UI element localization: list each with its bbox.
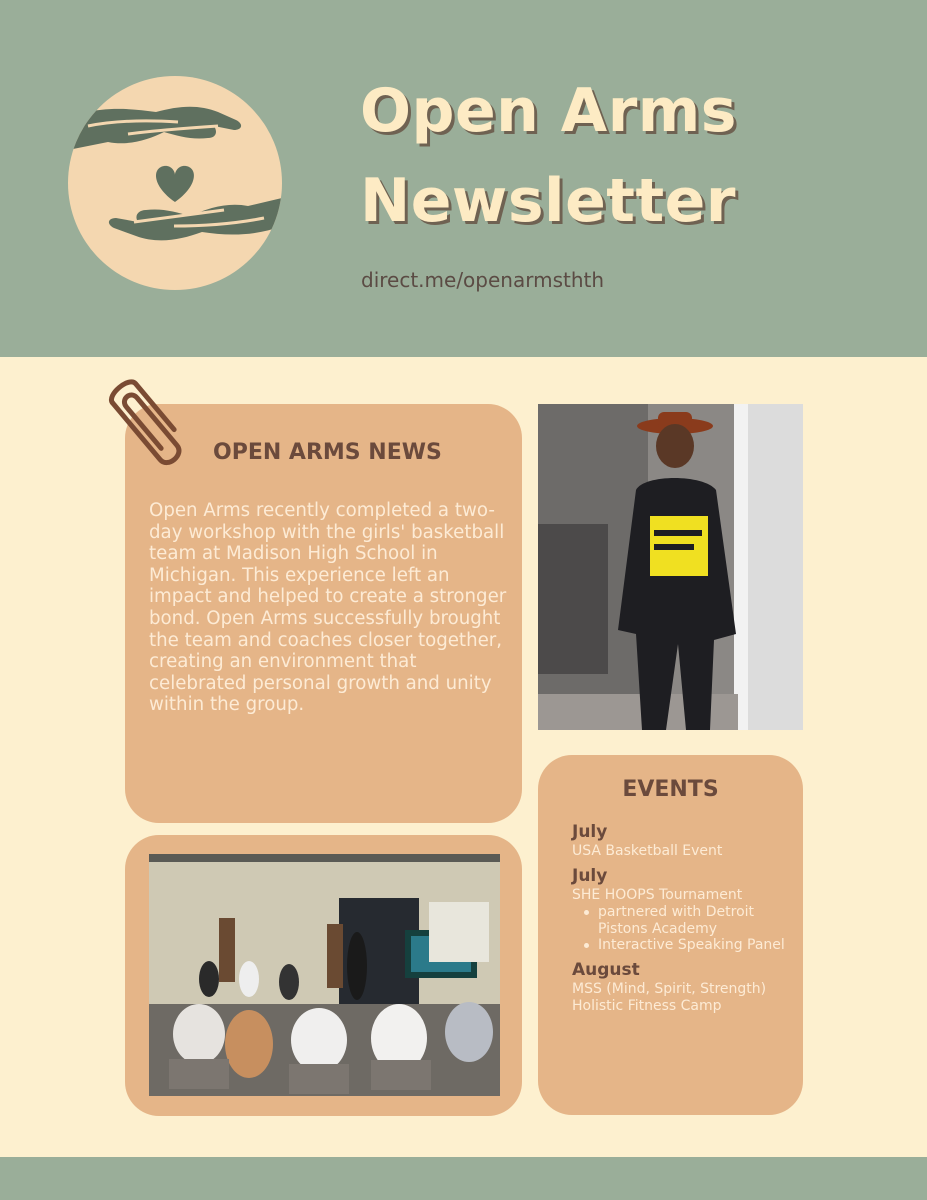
workshop-photo-card xyxy=(125,835,522,1116)
footer-band xyxy=(0,1157,927,1200)
event-item xyxy=(572,865,797,954)
workshop-photo xyxy=(149,854,500,1096)
event-detail: Interactive Speaking Panel xyxy=(582,937,797,954)
events-heading: EVENTS xyxy=(622,777,719,802)
event-name: SHE HOOPS Tournament xyxy=(572,887,743,903)
event-name: USA Basketball Event xyxy=(572,843,723,859)
portrait-photo xyxy=(538,404,803,730)
event-item xyxy=(572,821,797,860)
event-item xyxy=(572,959,797,1015)
events-list xyxy=(572,821,797,1020)
event-name: MSS (Mind, Spirit, Strength) Holistic Fitness Camp xyxy=(572,980,767,1014)
event-detail: partnered with Detroit Pistons Academy xyxy=(582,904,797,937)
website-url[interactable]: direct.me/openarmsthth xyxy=(361,268,605,292)
title-line-2: Newsletter xyxy=(360,166,736,236)
news-heading: OPEN ARMS NEWS xyxy=(213,440,442,465)
title-line-1: Open Arms xyxy=(360,76,738,146)
event-month: July xyxy=(572,866,608,886)
hands-heart-logo-icon xyxy=(68,76,282,290)
events-card xyxy=(538,755,803,1115)
event-month: August xyxy=(572,959,640,980)
news-body: Open Arms recently completed a two-day workshop with the girls' basketball team at Madison High School in Michigan. This experience left an impact and helped to create a stronger bond. Open Arms successfully brought the team and coaches closer together, creating an environment that celebrated personal growth and unity within the group. xyxy=(149,500,507,716)
event-month: July xyxy=(572,822,608,842)
event-details-list xyxy=(572,904,797,954)
paperclip-icon xyxy=(103,376,193,480)
